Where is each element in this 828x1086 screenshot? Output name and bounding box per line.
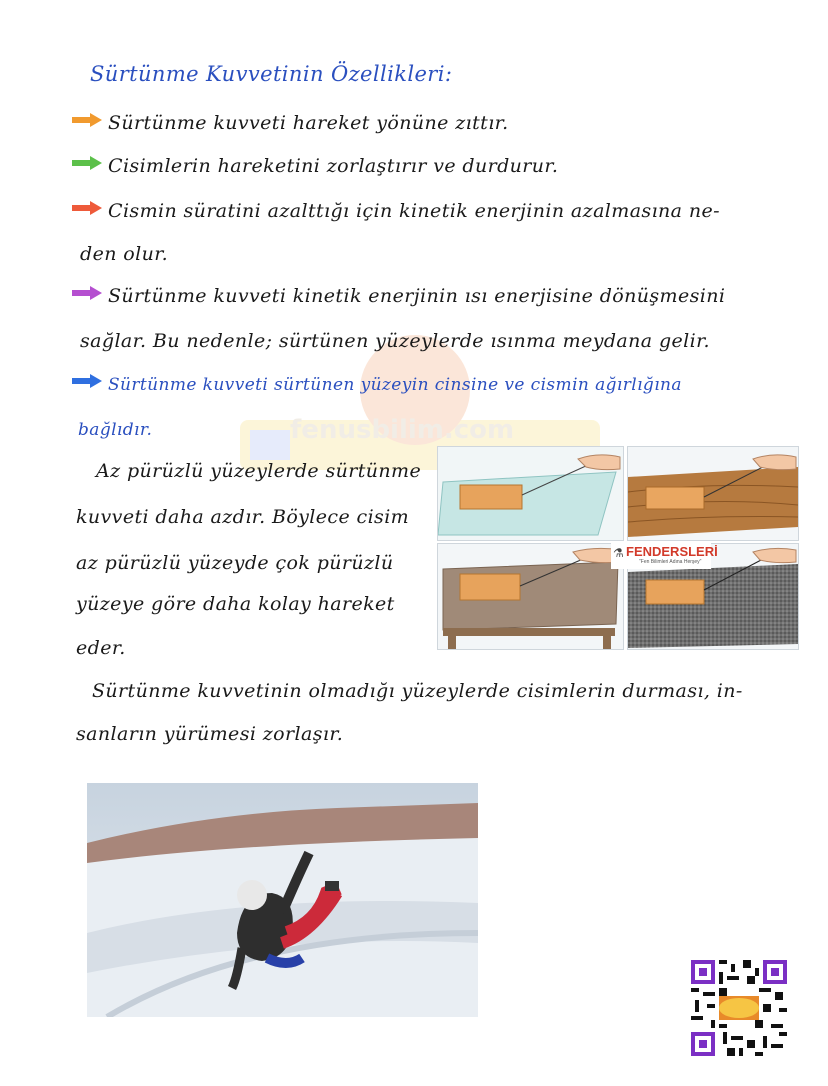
arrow-icon [72,201,102,215]
surface-illustrations [437,446,797,648]
paragraph-line: az pürüzlü yüzeyde çok pürüzlü [76,552,394,574]
bullet-5 [72,375,682,395]
glass-surface-illustration [438,447,623,540]
paragraph-line: eder. [76,637,126,659]
qr-code-icon [691,960,787,1056]
slipping-person-illustration [87,783,478,1017]
arrow-icon [72,156,102,170]
bullet-text: Cismin süratini azalttığı için kinetik enerjinin azalmasına ne- [108,200,720,222]
qr-code[interactable] [691,960,787,1056]
flask-icon: ⚗ [613,546,624,560]
slipping-on-ice-photo [87,783,478,1017]
bullet-text: Sürtünme kuvveti kinetik enerjinin ısı enerjisine dönüşmesini [108,285,726,307]
bullet-text: Sürtünme kuvveti hareket yönüne zıttır. [108,112,509,134]
arrow-icon [72,286,102,300]
logo-subtitle: "Fen Bilimleri Adına Herşey" [639,559,702,565]
paragraph-line: yüzeye göre daha kolay hareket [76,593,395,615]
bullet-4 [72,285,725,307]
paragraph-line: kuvveti daha azdır. Böylece cisim [76,506,410,528]
arrow-icon [72,113,102,127]
bullet-4-continuation: sağlar. Bu nedenle; sürtünen yüzeylerde ısınma meydana gelir. [80,330,710,352]
logo-text: FENDERSLERİ [626,544,718,559]
wood-surface-panel [627,446,799,541]
bullet-text: Sürtünme kuvveti sürtünen yüzeyin cinsine ve cismin ağırlığına [108,375,682,395]
table-surface-illustration [438,544,623,649]
bullet-text: Cisimlerin hareketini zorlaştırır ve durdurur. [108,155,559,177]
arrow-icon [72,374,102,388]
paragraph-line: Sürtünme kuvvetinin olmadığı yüzeylerde cisimlerin durması, in- [92,680,743,702]
paragraph-line: Az pürüzlü yüzeylerde sürtünme [96,460,422,482]
bullet-3 [72,200,720,222]
page-title: Sürtünme Kuvvetinin Özellikleri: [90,62,453,86]
bullet-2 [72,155,558,177]
glass-surface-panel [437,446,624,541]
wood-surface-illustration [628,447,798,540]
paragraph-line: sanların yürümesi zorlaşır. [76,723,344,745]
watermark-text: fenusbilim.com [290,415,515,445]
table-surface-panel [437,543,624,650]
bullet-3-continuation: den olur. [80,243,169,265]
bullet-1 [72,112,509,134]
fendersleri-logo [611,543,718,569]
bullet-5-continuation: bağlıdır. [78,420,153,440]
